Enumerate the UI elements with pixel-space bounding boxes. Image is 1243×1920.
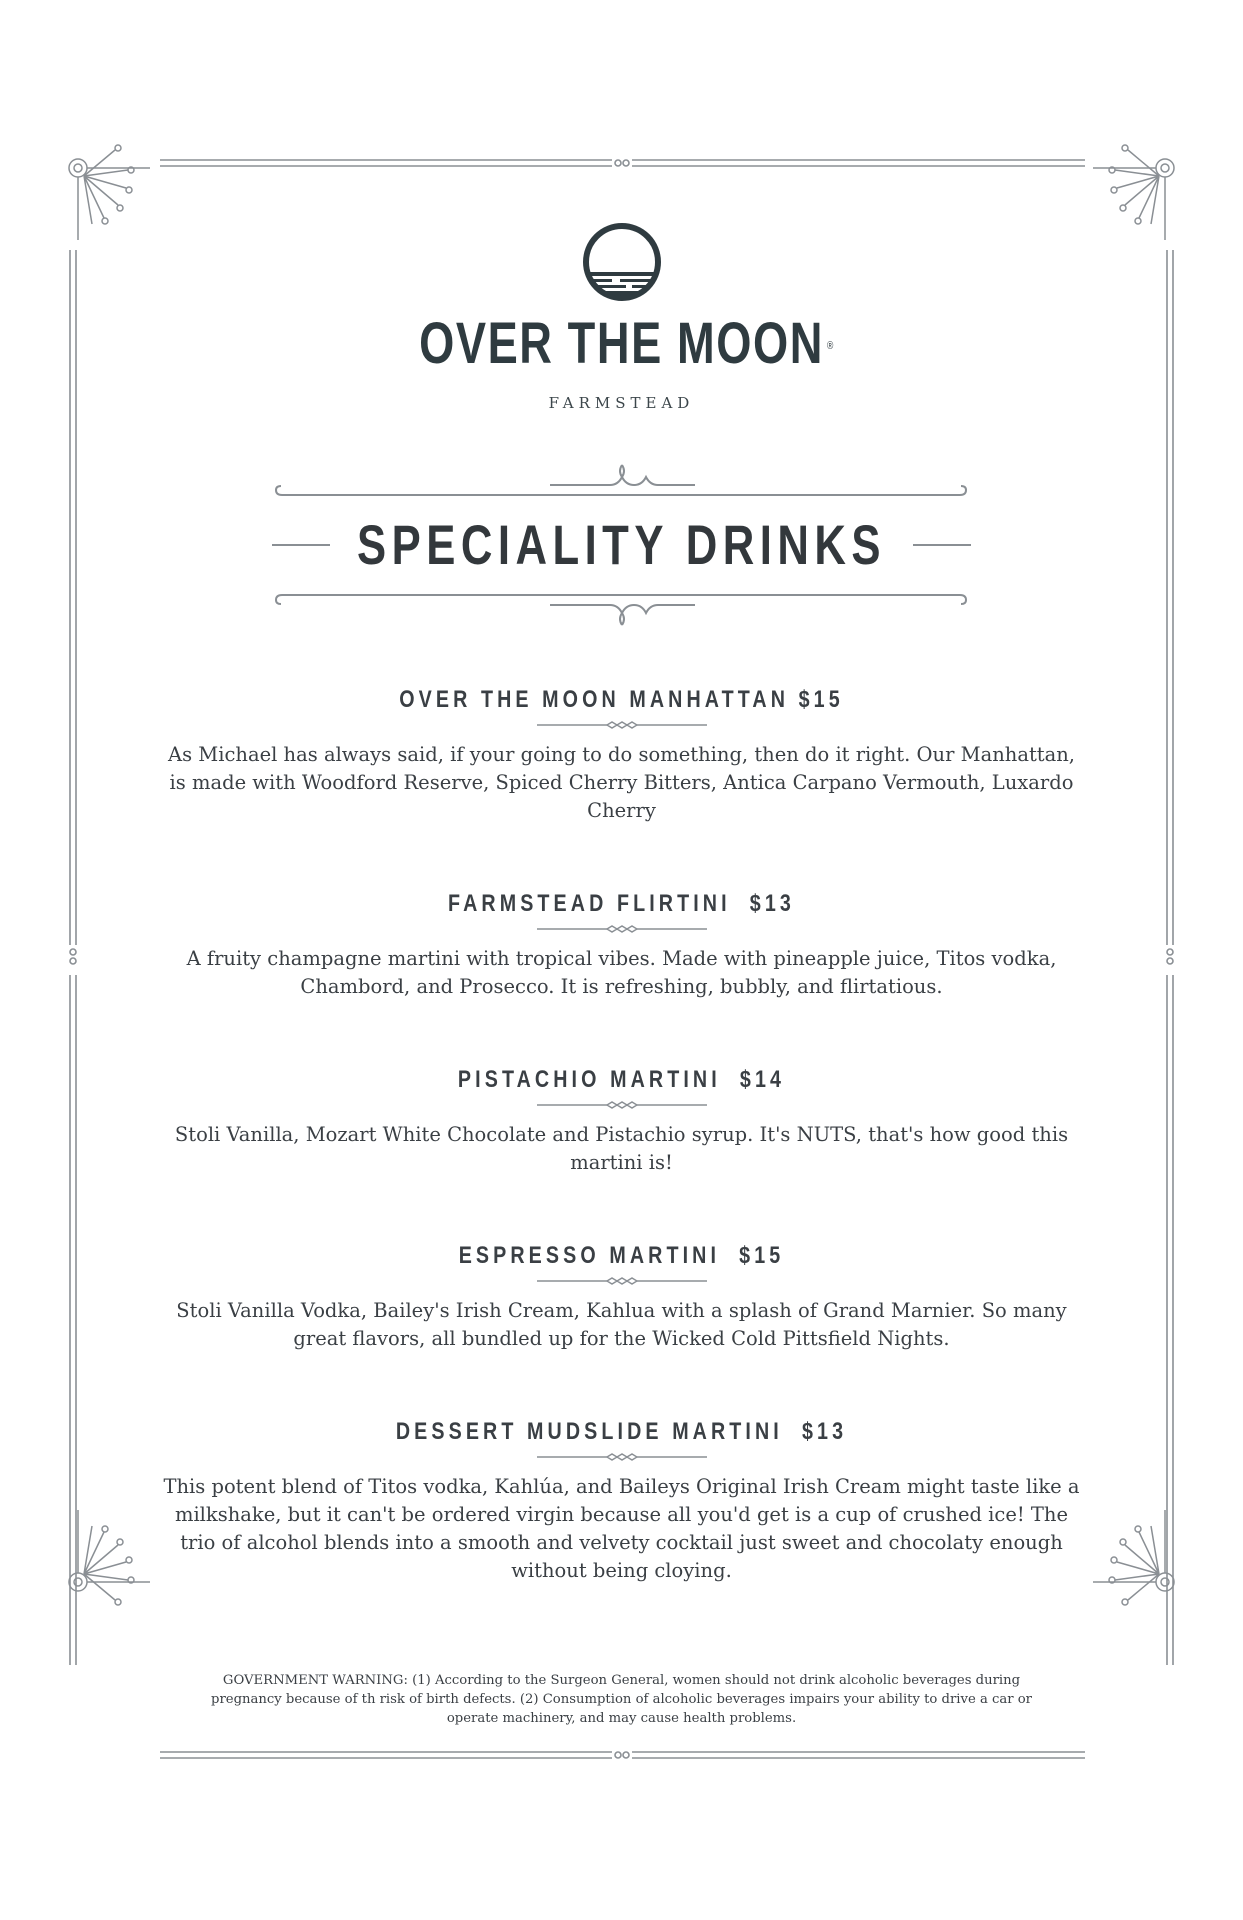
- item-divider-icon: [537, 1451, 707, 1463]
- menu-item-description: Stoli Vanilla, Mozart White Chocolate and Pistachio syrup. It's NUTS, that's how good this martini is!: [174, 1123, 1069, 1174]
- item-divider-icon: [537, 1275, 707, 1287]
- menu-item-title: DESSERT MUDSLIDE MARTINI $13: [395, 1418, 848, 1445]
- menu-item: [150, 1065, 1093, 1177]
- menu-title: SPECIALITY DRINKS: [357, 513, 886, 576]
- menu-item-description: Stoli Vanilla Vodka, Bailey's Irish Cream, Kahlua with a splash of Grand Marnier. So many great flavors, all bundled up for the Wicked Cold Pittsfield Nights.: [176, 1299, 1067, 1350]
- brand-name: OVER THE MOON ®: [419, 311, 835, 376]
- item-divider-icon: [537, 719, 707, 731]
- item-divider-icon: [537, 923, 707, 935]
- menu-item: [150, 1241, 1093, 1353]
- menu-item-title: ESPRESSO MARTINI $15: [458, 1242, 785, 1269]
- brand-subtitle: FARMSTEAD: [548, 394, 695, 412]
- corner-ornament-bottom-left: [69, 1510, 150, 1605]
- government-warning: GOVERNMENT WARNING: (1) According to the Surgeon General, women should not drink alcoholic beverages during pregnancy because of th risk of birth defects. (2) Consumption of alcoholic beverages impairs your ability to drive a car or operate machinery, and may cause health problems.: [211, 1673, 1032, 1726]
- menu-item: [150, 889, 1093, 1001]
- menu-item-description: This potent blend of Titos vodka, Kahlúa, and Baileys Original Irish Cream might taste like a milkshake, but it can't be ordered virgin because all you'd get is a cup of crushed ice! The trio of alcohol blends into a smooth and velvety cocktail just sweet and chocolaty enough without being cloying.: [163, 1475, 1080, 1582]
- registered-mark: ®: [826, 340, 835, 352]
- menu-item-title: OVER THE MOON MANHATTAN $15: [399, 686, 844, 713]
- corner-ornament-bottom-right: [1093, 1510, 1174, 1605]
- menu-item-description: A fruity champagne martini with tropical vibes. Made with pineapple juice, Titos vodka, Chambord, and Prosecco. It is refreshing, bubbly, and flirtatious.: [186, 947, 1057, 998]
- menu-item-title: FARMSTEAD FLIRTINI $13: [448, 890, 795, 917]
- item-divider-icon: [537, 1099, 707, 1111]
- menu-items-list: [150, 685, 1093, 1585]
- moon-over-water-icon: [580, 220, 664, 304]
- menu-item: [150, 1417, 1093, 1585]
- menu-item-description: As Michael has always said, if your going to do something, then do it right. Our Manhattan, is made with Woodford Reserve, Spiced Cherry Bitters, Antica Carpano Vermouth, Luxardo Cherry: [167, 743, 1076, 822]
- menu-item: [150, 685, 1093, 825]
- brand-logo: [0, 220, 1243, 412]
- menu-item-title: PISTACHIO MARTINI $14: [457, 1066, 786, 1093]
- menu-title-banner: [270, 455, 973, 635]
